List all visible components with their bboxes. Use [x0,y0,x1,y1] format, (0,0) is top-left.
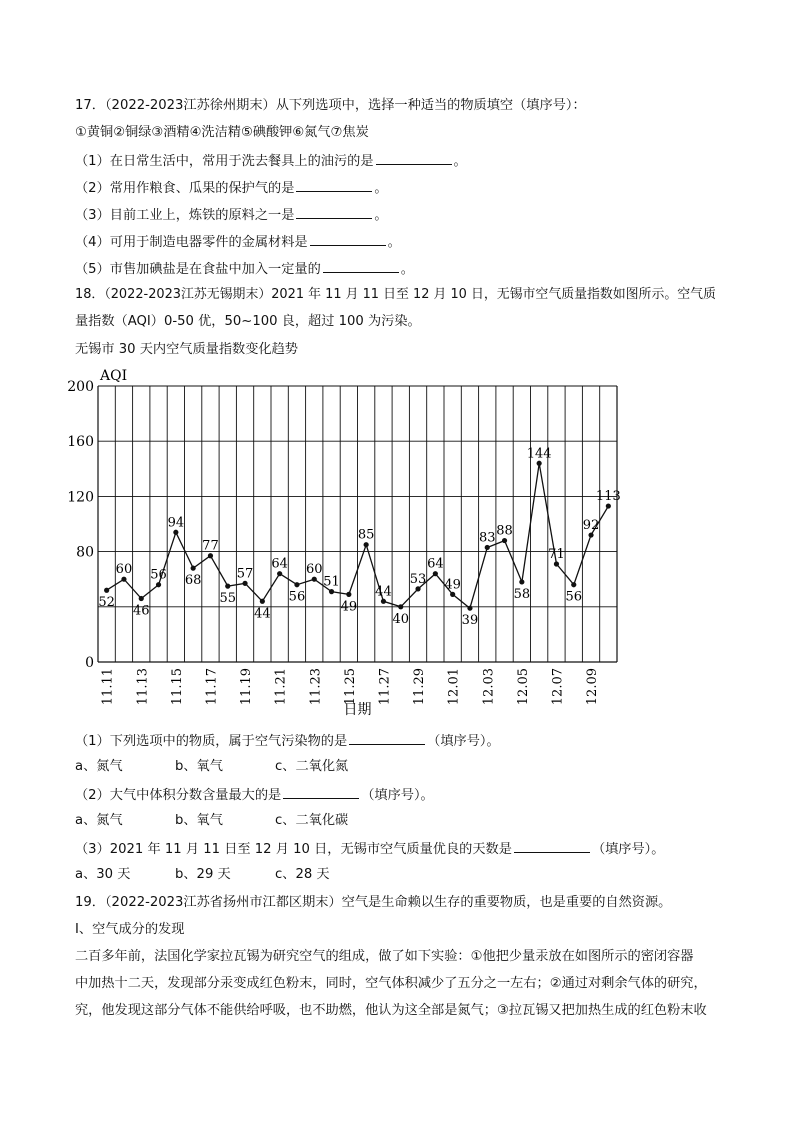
data-point [571,582,576,587]
answer-blank [514,839,590,853]
data-point [502,538,507,543]
q18-sub2-options [75,812,375,830]
y-tick-label: 0 [85,655,94,671]
q18-sub3-text: （3）2021 年 11 月 11 日至 12 月 10 日，无锡市空气质量优良的天数是 [75,842,512,857]
data-label: 53 [409,571,427,587]
y-axis-label: AQI [100,368,128,384]
data-point [242,581,247,586]
data-point [312,577,317,582]
data-label: 92 [582,518,600,534]
data-point [191,566,196,571]
q17-sub5 [75,259,414,279]
x-tick-label: 11.21 [273,668,289,706]
data-label: 51 [323,574,340,590]
data-point [519,579,524,584]
data-point [450,592,455,597]
q17-sub3 [75,205,388,225]
q17-sub4-end: 。 [387,235,401,250]
data-point [260,599,265,604]
data-label: 56 [565,589,583,605]
q19-stem: 19．（2022-2023江苏省扬州市江都区期末）空气是生命赖以生存的重要物质，也是重要的自然资源。 [75,895,672,910]
data-label: 64 [427,556,444,572]
data-label: 71 [548,547,565,563]
data-label: 60 [305,562,323,578]
q18-stem-line1: 18．（2022-2023江苏无锡期末）2021 年 11 月 11 日至 12 月 10 日，无锡市空气质量指数如图所示。空气质 [75,287,716,302]
data-point [225,584,230,589]
q19-paragraph-line3: 究，他发现这部分气体不能供给呼吸，也不助燃，他认为这全部是氮气；③拉瓦锡又把加热生成的红色粉末收 [75,1003,707,1018]
data-point [139,596,144,601]
q18-sub1 [75,731,500,751]
data-label: 58 [513,586,531,602]
q17-sub2-text: （2）常用作粮食、瓜果的保护气的是 [75,181,295,196]
data-label: 64 [271,556,288,572]
x-tick-label: 11.17 [204,668,220,706]
data-point [467,606,472,611]
data-point [606,503,611,508]
data-point [433,571,438,576]
data-point [537,461,542,466]
x-tick-label: 12.03 [481,668,497,706]
q17-sub1-text: （1）在日常生活中，常用于洗去餐具上的油污的是 [75,154,374,169]
data-point [398,604,403,609]
option-b: b、29 天 [175,867,231,882]
data-label: 44 [254,606,271,622]
data-label: 88 [496,523,513,539]
q18-sub2 [75,785,434,805]
q18-sub1-end: （填序号）。 [427,734,500,749]
x-tick-label: 11.29 [412,668,428,706]
option-a: a、氮气 [75,813,123,828]
data-label: 49 [340,599,358,615]
data-label: 83 [478,530,496,546]
data-point [364,542,369,547]
x-axis-label: 日期 [343,702,372,718]
answer-blank [296,205,372,219]
data-label: 55 [219,591,237,607]
answer-blank [310,232,386,246]
data-label: 60 [115,562,133,578]
answer-blank [376,151,452,165]
data-label: 77 [202,538,219,554]
data-point [329,589,334,594]
q17-sub2-end: 。 [374,181,388,196]
q18-sub2-end: （填序号）。 [361,788,434,803]
q18-sub3-end: （填序号）。 [591,842,665,857]
x-tick-label: 11.27 [377,668,393,706]
option-c: c、二氧化氮 [275,759,349,774]
data-label: 46 [132,603,150,619]
q18-sub3 [75,839,664,859]
q19-paragraph-line2: 中加热十二天，发现部分汞变成红色粉末，同时，空气体积减少了五分之一左右；②通过对剩余气体的研究， [75,976,707,991]
option-b: b、氧气 [175,813,223,828]
q17-sub1-end: 。 [453,154,467,169]
data-point [346,592,351,597]
q17-sub4-text: （4）可用于制造电器零件的金属材料是 [75,235,308,250]
x-tick-label: 11.23 [308,668,324,706]
data-label: 39 [461,613,479,629]
data-label: 56 [288,589,306,605]
data-label: 113 [595,489,621,505]
x-tick-label: 11.19 [239,668,255,706]
q18-stem-line2: 量指数（AQI）0-50 优，50~100 良，超过 100 为污染。 [75,314,421,329]
data-point [588,532,593,537]
x-tick-label: 11.15 [169,668,185,706]
chart-caption: 无锡市 30 天内空气质量指数变化趋势 [75,342,298,357]
q17-options: ①黄铜②铜绿③酒精④洗洁精⑤碘酸钾⑥氮气⑦焦炭 [75,125,369,140]
data-point [121,577,126,582]
x-tick-label: 11.13 [135,668,151,706]
x-tick-label: 12.01 [446,668,462,706]
data-point [208,553,213,558]
q19-section-title: I、空气成分的发现 [75,922,185,937]
y-tick-label: 200 [67,379,94,395]
data-point [156,582,161,587]
answer-blank [349,731,425,745]
x-tick-label: 12.09 [585,668,601,706]
y-tick-label: 120 [67,489,94,506]
q18-sub2-text: （2）大气中体积分数含量最大的是 [75,788,282,803]
q17-sub2 [75,178,388,198]
q18-sub3-options [75,866,375,884]
data-label: 85 [357,527,375,543]
x-tick-label: 11.11 [100,668,116,706]
y-tick-label: 80 [76,544,94,561]
data-label: 49 [444,577,461,593]
data-point [381,599,386,604]
aqi-line-chart [60,366,660,726]
data-point [277,571,282,576]
data-point [294,582,299,587]
q18-sub1-options [75,758,375,776]
data-label: 57 [236,566,254,582]
answer-blank [323,259,399,273]
data-label: 68 [184,573,202,589]
x-tick-label: 12.05 [515,668,531,706]
q17-sub3-end: 。 [374,208,388,223]
data-point [485,545,490,550]
data-label: 44 [375,584,392,600]
q17-stem: 17．（2022-2023江苏徐州期末）从下列选项中，选择一种适当的物质填空（填序号）： [75,98,586,113]
data-point [104,588,109,593]
data-point [415,586,420,591]
answer-blank [296,178,372,192]
q17-sub5-end: 。 [400,262,414,277]
answer-blank [283,785,359,799]
q17-sub3-text: （3）目前工业上，炼铁的原料之一是 [75,208,295,223]
q17-sub4 [75,232,401,252]
option-a: a、氮气 [75,759,123,774]
y-tick-label: 160 [67,434,94,451]
data-label: 40 [392,611,410,627]
data-label: 56 [150,567,167,583]
q17-sub5-text: （5）市售加碘盐是在食盐中加入一定量的 [75,262,321,277]
option-c: c、28 天 [275,867,330,882]
x-tick-label: 11.25 [342,668,358,706]
option-b: b、氧气 [175,759,223,774]
data-label: 52 [98,595,115,611]
q17-sub1 [75,151,467,171]
data-label: 94 [167,515,185,531]
q19-paragraph-line1: 二百多年前，法国化学家拉瓦锡为研究空气的组成，做了如下实验：①他把少量汞放在如图所示的密闭容器 [75,949,694,964]
data-point [173,530,178,535]
q18-sub1-text: （1）下列选项中的物质，属于空气污染物的是 [75,734,348,749]
x-tick-label: 12.07 [550,668,566,706]
option-c: c、二氧化碳 [275,813,349,828]
data-point [554,561,559,566]
data-label: 144 [526,446,552,462]
option-a: a、30 天 [75,867,131,882]
